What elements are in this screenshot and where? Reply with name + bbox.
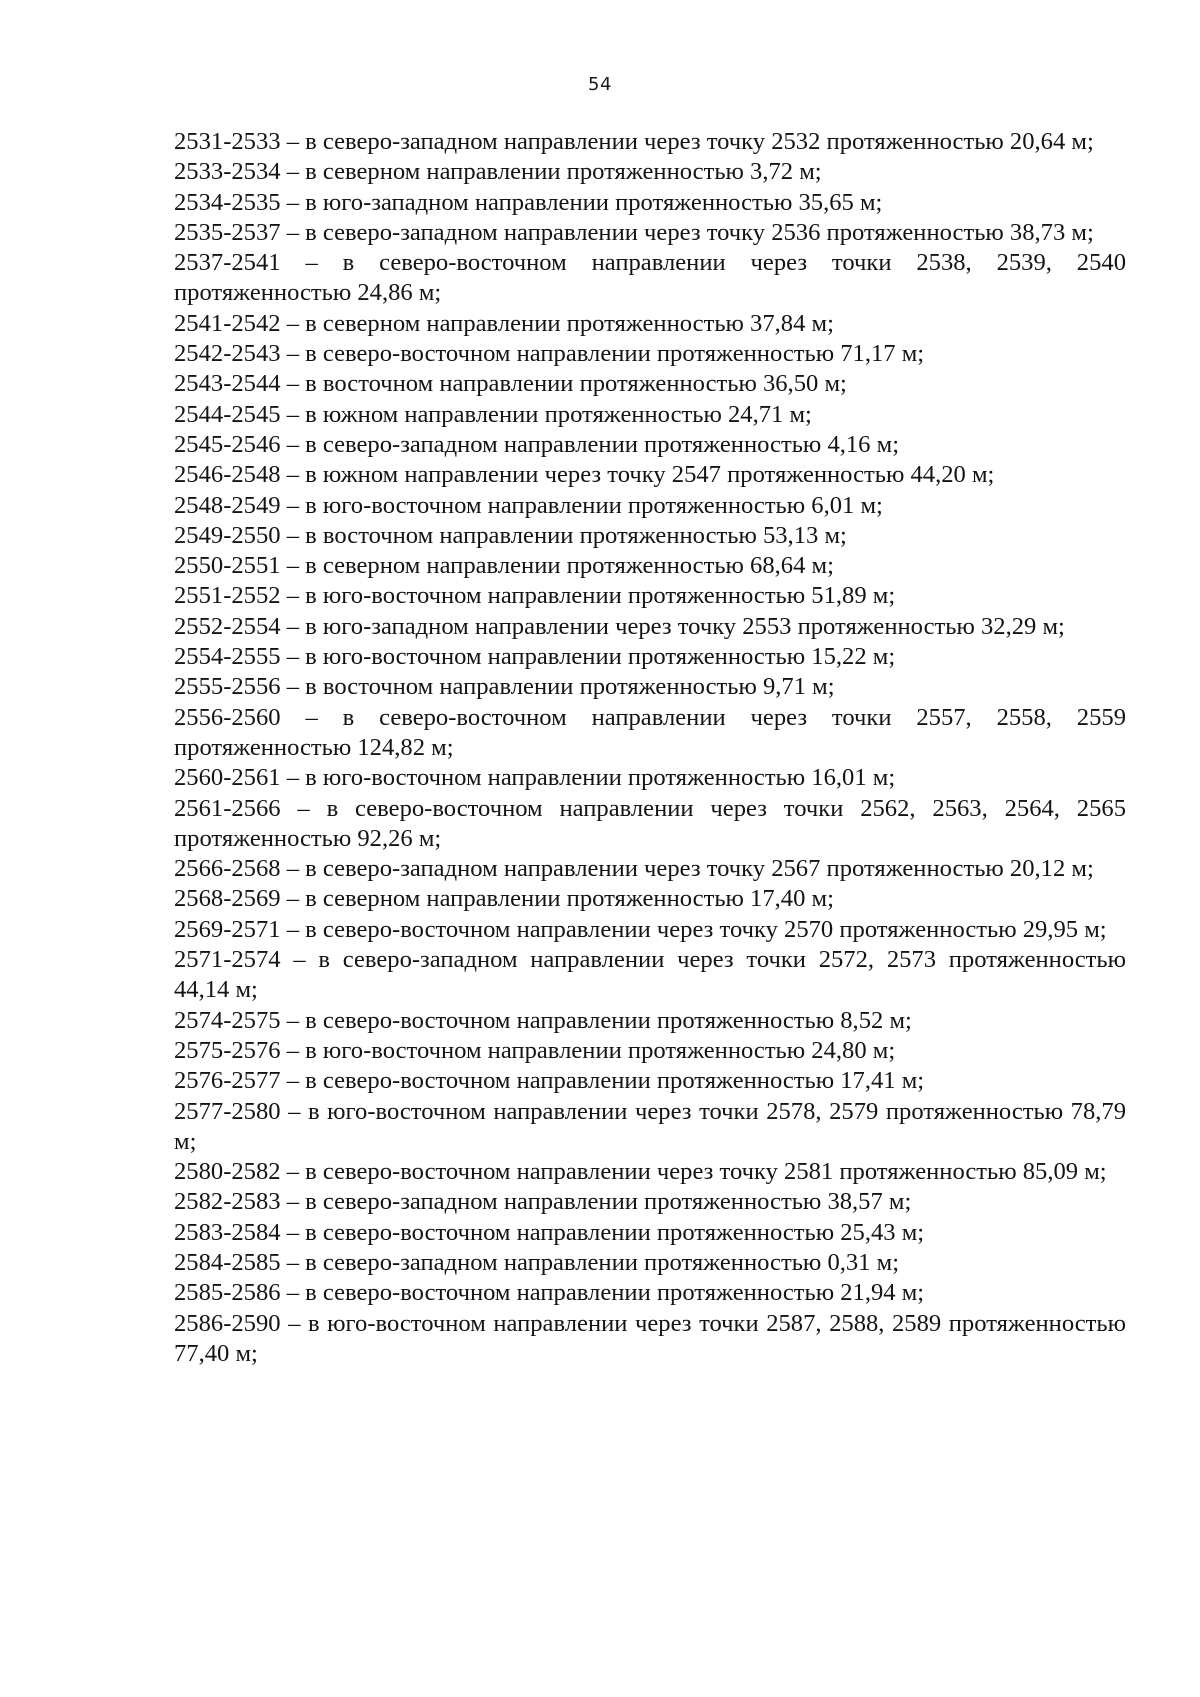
boundary-segment-entry: 2534-2535 – в юго-западном направлении протяженностью 35,65 м; [174,188,883,216]
boundary-segment-entry: 2551-2552 – в юго-восточном направлении протяженностью 51,89 м; [174,582,896,610]
boundary-description-list [174,127,1126,1369]
boundary-segment-entry: 2548-2549 – в юго-восточном направлении протяженностью 6,01 м; [174,491,883,519]
boundary-segment-entry: 2550-2551 – в северном направлении протяженностью 68,64 м; [174,552,834,580]
boundary-segment-entry: 2537-2541 – в северо-восточном направлении через точки 2538, 2539, 2540 протяженностью 24,86 м; [174,249,1126,307]
boundary-segment-entry: 2566-2568 – в северо-западном направлении через точку 2567 протяженностью 20,12 м; [174,855,1094,883]
boundary-segment-entry: 2569-2571 – в северо-восточном направлении через точку 2570 протяженностью 29,95 м; [174,915,1107,943]
boundary-segment-entry: 2555-2556 – в восточном направлении протяженностью 9,71 м; [174,673,835,701]
boundary-segment-entry: 2541-2542 – в северном направлении протяженностью 37,84 м; [174,309,834,337]
boundary-segment-entry: 2574-2575 – в северо-восточном направлении протяженностью 8,52 м; [174,1006,912,1034]
boundary-segment-entry: 2583-2584 – в северо-восточном направлении протяженностью 25,43 м; [174,1218,925,1246]
boundary-segment-entry: 2545-2546 – в северо-западном направлении протяженностью 4,16 м; [174,430,900,458]
boundary-segment-entry: 2535-2537 – в северо-западном направлении через точку 2536 протяженностью 38,73 м; [174,218,1094,246]
boundary-segment-entry: 2556-2560 – в северо-восточном направлении через точки 2557, 2558, 2559 протяженностью 124,82 м; [174,703,1126,761]
boundary-segment-entry: 2533-2534 – в северном направлении протяженностью 3,72 м; [174,158,822,186]
boundary-segment-entry: 2561-2566 – в северо-восточном направлении через точки 2562, 2563, 2564, 2565 протяженностью 92,26 м; [174,794,1126,852]
boundary-segment-entry: 2554-2555 – в юго-восточном направлении протяженностью 15,22 м; [174,643,896,671]
boundary-segment-entry: 2531-2533 – в северо-западном направлении через точку 2532 протяженностью 20,64 м; [174,128,1094,155]
boundary-segment-entry: 2575-2576 – в юго-восточном направлении протяженностью 24,80 м; [174,1036,896,1064]
boundary-segment-entry: 2584-2585 – в северо-западном направлении протяженностью 0,31 м; [174,1248,900,1276]
boundary-segment-entry: 2571-2574 – в северо-западном направлении через точки 2572, 2573 протяженностью 44,14 м; [174,946,1126,1004]
boundary-segment-entry: 2586-2590 – в юго-восточном направлении через точки 2587, 2588, 2589 протяженностью 77,40 м; [174,1309,1126,1367]
boundary-segment-entry: 2543-2544 – в восточном направлении протяженностью 36,50 м; [174,370,847,398]
boundary-segment-entry: 2577-2580 – в юго-восточном направлении через точки 2578, 2579 протяженностью 78,79 м; [174,1097,1126,1155]
boundary-segment-entry: 2576-2577 – в северо-восточном направлении протяженностью 17,41 м; [174,1067,925,1095]
page-number: 54 [588,74,612,95]
boundary-segment-entry: 2580-2582 – в северо-восточном направлении через точку 2581 протяженностью 85,09 м; [174,1158,1107,1186]
boundary-segment-entry: 2552-2554 – в юго-западном направлении через точку 2553 протяженностью 32,29 м; [174,612,1065,640]
boundary-segment-entry: 2585-2586 – в северо-восточном направлении протяженностью 21,94 м; [174,1279,925,1307]
boundary-segment-entry: 2568-2569 – в северном направлении протяженностью 17,40 м; [174,885,834,913]
boundary-segment-entry: 2549-2550 – в восточном направлении протяженностью 53,13 м; [174,521,847,549]
boundary-segment-entry: 2560-2561 – в юго-восточном направлении протяженностью 16,01 м; [174,764,896,792]
boundary-segment-entry: 2544-2545 – в южном направлении протяженностью 24,71 м; [174,400,812,428]
boundary-segment-entry: 2542-2543 – в северо-восточном направлении протяженностью 71,17 м; [174,340,925,368]
boundary-segment-entry: 2582-2583 – в северо-западном направлении протяженностью 38,57 м; [174,1188,912,1216]
boundary-segment-entry: 2546-2548 – в южном направлении через точку 2547 протяженностью 44,20 м; [174,461,995,489]
